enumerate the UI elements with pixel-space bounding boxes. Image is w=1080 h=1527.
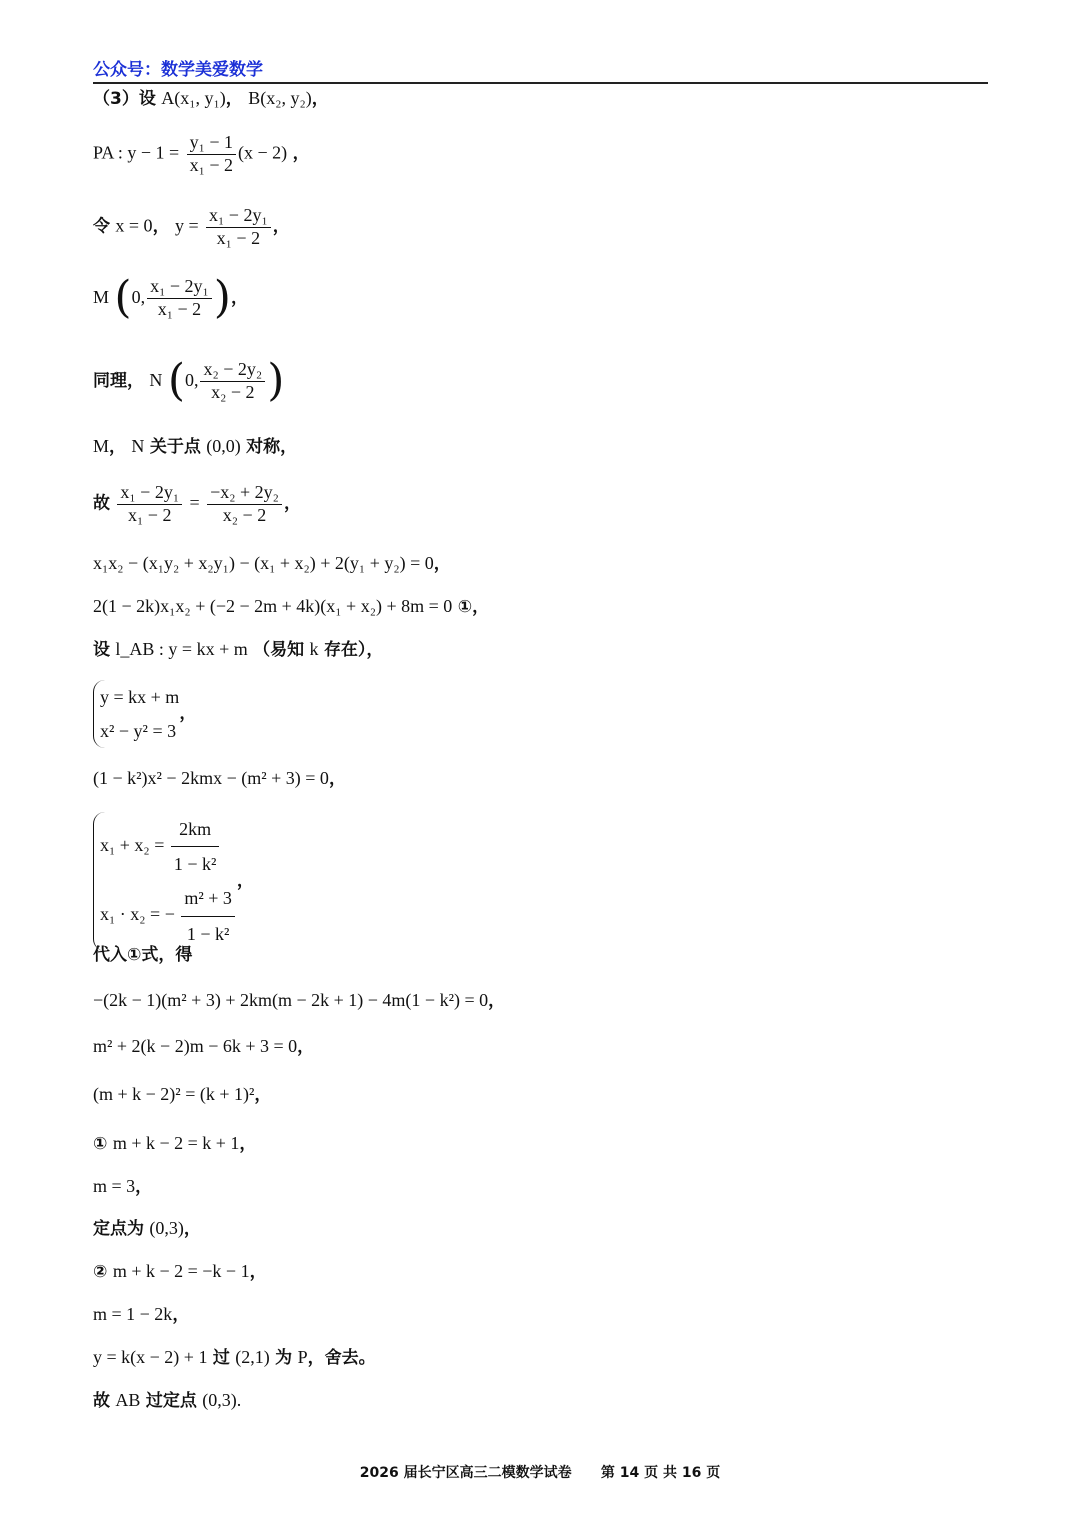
- formula: AB: [115, 1390, 141, 1410]
- formula: N: [149, 369, 163, 390]
- formula-line: [93, 596, 489, 618]
- formula: x = 0: [115, 215, 153, 236]
- text: 为: [275, 1348, 293, 1368]
- punct: ，: [135, 1177, 153, 1197]
- marker: ①: [93, 1134, 108, 1154]
- system-row: [100, 812, 237, 881]
- text: 代入①式，得: [93, 945, 193, 965]
- numerator: x₁ − 2y₁: [117, 482, 182, 505]
- punct: .: [236, 1390, 242, 1410]
- system-2: [93, 812, 254, 951]
- formula: x₁ + x₂ =: [100, 834, 165, 855]
- punct: ，: [311, 89, 329, 109]
- text: 故: [93, 493, 110, 514]
- punct: ，: [297, 1037, 315, 1057]
- paren-right: ): [267, 355, 285, 406]
- numerator: y₁ − 1: [187, 132, 236, 155]
- punct: ，: [236, 870, 254, 891]
- fraction: [200, 359, 265, 403]
- paren-left: (: [114, 272, 132, 323]
- punct: ，: [254, 1085, 272, 1105]
- formula: 0,: [131, 286, 146, 307]
- line-symmetry: [93, 436, 297, 458]
- punct: ，: [249, 1262, 267, 1282]
- brand-label: 公众号：数学美爱数学: [93, 60, 263, 80]
- punct: ，: [328, 769, 346, 789]
- system-row: [100, 881, 237, 950]
- fraction: [181, 881, 235, 950]
- punct: ，: [183, 1219, 201, 1239]
- formula-line: [93, 1084, 271, 1106]
- punct: ，: [472, 597, 490, 617]
- denominator: x₂ − 2: [222, 504, 267, 525]
- exam-title: 2026 届长宁区高三二模数学试卷: [359, 1465, 572, 1481]
- formula: x₁ · x₂ = −: [100, 904, 175, 925]
- formula: (m + k − 2)² = (k + 1)²: [93, 1084, 255, 1104]
- punct: ，: [433, 554, 451, 574]
- numerator: x₁ − 2y₁: [206, 205, 271, 228]
- formula: −(2k − 1)(m² + 3) + 2km(m − 2k + 1) − 4m(1 − k²) = 0: [93, 990, 489, 1010]
- text: 过定点: [145, 1391, 197, 1411]
- punct: ，: [292, 143, 310, 164]
- formula: m² + 2(k − 2)m − 6k + 3 = 0: [93, 1036, 298, 1056]
- text: 存在），: [323, 640, 384, 660]
- page-footer: [0, 1462, 1080, 1482]
- marker: ②: [93, 1262, 108, 1282]
- numerator: x₂ − 2y₂: [200, 359, 265, 382]
- formula: l_AB : y = kx + m: [115, 639, 248, 659]
- fraction: [206, 205, 271, 249]
- fraction: [171, 812, 220, 881]
- formula: 2(1 − 2k)x₁x₂ + (−2 − 2m + 4k)(x₁ + x₂) + 8m = 0: [93, 596, 453, 616]
- formula: (x − 2): [238, 142, 288, 163]
- text: 故: [93, 1391, 110, 1411]
- formula-line: [93, 1036, 314, 1058]
- line-equation: [93, 482, 301, 526]
- punct: ，: [172, 1305, 190, 1325]
- formula: M: [93, 286, 110, 307]
- punct: ，: [283, 493, 301, 514]
- page-number: 第 14 页 共 16 页: [600, 1465, 721, 1481]
- formula: 0,: [184, 369, 199, 390]
- formula-line: [93, 553, 451, 575]
- denominator: x₁ − 2: [157, 298, 202, 319]
- text: 设: [93, 640, 110, 660]
- line-lab: [93, 639, 383, 661]
- punct: ，: [152, 216, 170, 237]
- denominator: x₁ − 2: [189, 154, 234, 175]
- fraction: [147, 276, 212, 320]
- fraction: [207, 482, 282, 526]
- line-pa: [93, 132, 310, 176]
- formula: m = 3: [93, 1176, 136, 1196]
- paren-right: ): [213, 272, 231, 323]
- line-let-x: [93, 205, 290, 249]
- point-a: A(x₁, y₁): [161, 88, 226, 108]
- formula: PA : y − 1 =: [93, 142, 180, 163]
- formula-line: [93, 990, 505, 1012]
- line-n: [93, 355, 284, 408]
- formula-line: [93, 1176, 152, 1198]
- numerator: m² + 3: [181, 881, 235, 916]
- punct: ，: [488, 991, 506, 1011]
- formula: (2,1): [235, 1347, 270, 1367]
- system-row: y = kx + m: [100, 687, 180, 707]
- text: 令: [93, 216, 110, 237]
- formula: (1 − k²)x² − 2kmx − (m² + 3) = 0: [93, 768, 329, 788]
- line-m: [93, 272, 248, 325]
- denominator: 1 − k²: [173, 854, 217, 875]
- formula-line: [93, 1261, 267, 1283]
- denominator: x₁ − 2: [128, 504, 172, 525]
- text: （易知: [253, 640, 305, 660]
- equals: =: [189, 492, 200, 513]
- page-header: [93, 55, 988, 84]
- formula: (0,0): [206, 436, 241, 456]
- formula-line: [93, 1304, 189, 1326]
- punct: ，: [230, 287, 248, 308]
- numerator: 2km: [171, 812, 220, 847]
- formula: (0,3): [202, 1390, 237, 1410]
- formula-line: [93, 1133, 256, 1155]
- text: 关于点: [149, 437, 201, 457]
- numerator: x₁ − 2y₁: [147, 276, 212, 299]
- conclusion-line: [93, 1390, 241, 1412]
- system-row: x² − y² = 3: [100, 721, 177, 742]
- text-line: [93, 1347, 376, 1369]
- paren-left: (: [167, 355, 185, 406]
- system-1: [93, 680, 196, 748]
- punct: ，: [239, 1134, 257, 1154]
- equation-system: [93, 680, 179, 748]
- text: ，舍去。: [307, 1348, 376, 1368]
- formula: k: [309, 639, 319, 659]
- denominator: x₁ − 2: [216, 227, 261, 248]
- formula-line: [93, 768, 346, 790]
- formula: M: [93, 436, 110, 456]
- formula: P: [297, 1347, 308, 1367]
- text-line: [93, 945, 192, 965]
- text: 过: [212, 1348, 230, 1368]
- marker: ①: [457, 597, 473, 617]
- formula: m + k − 2 = k + 1: [112, 1133, 240, 1153]
- punct: ，: [272, 216, 290, 237]
- text-line: [93, 1218, 201, 1240]
- formula: y =: [174, 215, 199, 236]
- formula: x₁x₂ − (x₁y₂ + x₂y₁) − (x₁ + x₂) + 2(y₁ + y₂) = 0: [93, 553, 434, 573]
- text: 定点为: [93, 1219, 144, 1239]
- equation-system: [93, 812, 237, 951]
- punct: ，: [109, 437, 127, 457]
- punct: ，: [225, 89, 243, 109]
- text: 同理，: [93, 370, 144, 391]
- denominator: x₂ − 2: [211, 381, 255, 402]
- part-label: （3）设: [93, 89, 156, 109]
- numerator: −x₂ + 2y₂: [207, 482, 282, 505]
- formula: m = 1 − 2k: [93, 1304, 173, 1324]
- formula: (0,3): [149, 1218, 184, 1238]
- punct: ，: [179, 703, 197, 724]
- point-b: B(x₂, y₂): [248, 88, 312, 108]
- formula: N: [131, 436, 145, 456]
- formula: y = k(x − 2) + 1: [93, 1347, 208, 1367]
- denominator: 1 − k²: [186, 923, 230, 944]
- text: 对称，: [246, 437, 298, 457]
- formula: m + k − 2 = −k − 1: [112, 1261, 250, 1281]
- fraction: [187, 132, 236, 176]
- fraction: [117, 482, 182, 526]
- solution-line: [93, 88, 329, 110]
